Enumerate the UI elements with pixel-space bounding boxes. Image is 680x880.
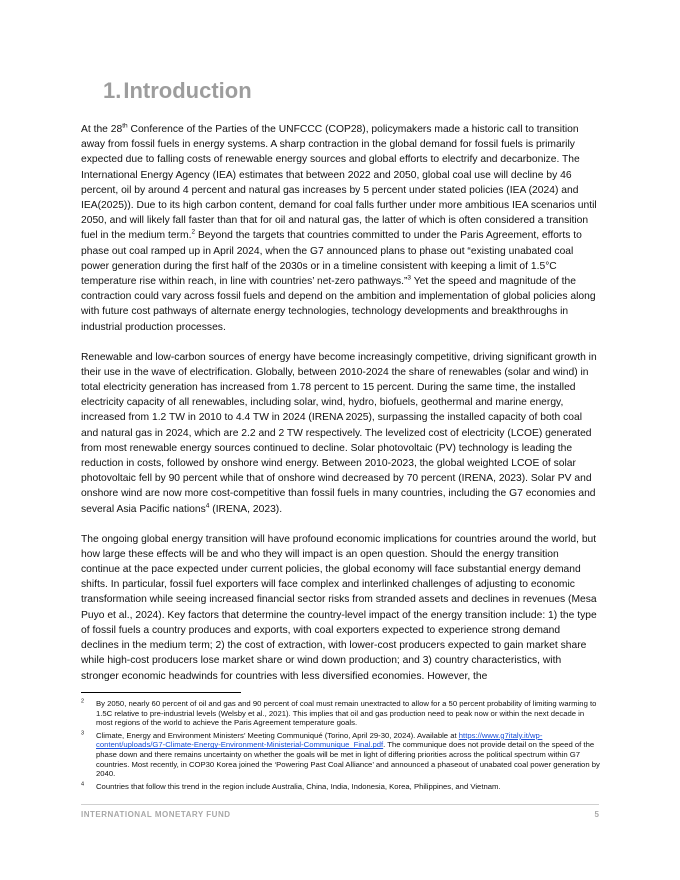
paragraph-1-text-d: Yet the speed and magnitude of the contraction could vary across fossil fuels and depend on the ambition and implementation of global policies along with future cost pathways of alternate energy technologies, technology developments and breakthroughs in industrial production processes. <box>81 276 596 333</box>
paragraph-2-text-a: Renewable and low-carbon sources of energy have become increasingly competitive, driving significant growth in their use in the wave of electrification. Globally, between 2010-2024 the share of renewables (solar and wind) in total electricity generation has increased from 1.78 percent to 15 percent. During the same time, the installed electricity capacity of all renewables, including solar, wind, hydro, biofuels, geothermal and marine energy, increased from 1.2 TW in 2010 to 4.4 TW in 2024 (IRENA 2025), surpassing the installed capacity of both coal and natural gas in 2024, which are 2.2 and 2 TW respectively. The levelized cost of electricity (LCOE) generated from most renewable energy sources continued to decline. Solar photovoltaic (PV) technology is leading the reduction in costs, followed by onshore wind energy. Between 2010-2023, the global weighted LCOE of solar photovoltaic fell by 90 percent while that of onshore wind decreased by 70 percent (IRENA, 2023). Solar PV and onshore wind are now more cost-competitive than fossil fuels in many countries, including the G7 economies and several Asia Pacific nations <box>81 351 597 515</box>
footnote-ref-3[interactable]: 3 <box>407 274 412 282</box>
footnote-text: By 2050, nearly 60 percent of oil and gas and 90 percent of coal must remain unextracted to allow for a 50 percent probability of limiting warming to 1.5C relative to pre-industrial levels (Welsby et al., 2021). This implies that oil and gas production need to peak now or within the next decade in most regions of the world to achieve the Paris Agreement temperature goals. <box>96 699 597 728</box>
paragraph-3 <box>81 532 599 684</box>
paragraph-1 <box>81 122 599 335</box>
footnote-mark <box>81 699 96 709</box>
footnote-mark <box>81 782 96 792</box>
footnote-text-cont: . The communique does not provide detail on the speed of the phase down and there remains uncertainty on whether the goals will be met in light of differing priorities across the political spectrum within G7 countries. Most recently, in COP30 Korea joined the ‘Powering Past Coal Alliance’ and announced a phaseout of unabated coal power generation by 2040. <box>96 740 600 779</box>
footnote-text: Climate, Energy and Environment Ministers’ Meeting Communiqué (Torino, April 29-30, 2024). Available at <box>96 730 459 740</box>
paragraph-1-text-b: Conference of the Parties of the UNFCCC (COP28), policymakers made a historic call to transition away from fossil fuels in energy systems. A sharp contraction in the global demand for fossil fuels is primarily expected due to falling costs of renewable energy sources and global efforts to electrify and decarbonize. The International Energy Agency (IEA) estimates that between 2022 and 2050, global coal use will decline by 46 percent, oil by around 4 percent and natural gas increases by 5 percent under stated policies (IEA (2024) and IEA(2025)). Due to its high carbon content, demand for coal falls further under more ambitious IEA scenarios until 2050, and will likely fall faster than that for oil and natural gas, the latter of which is often considered a transition fuel in the medium term. <box>81 124 597 242</box>
footnote-text: Countries that follow this trend in the region include Australia, China, India, Indonesia, Korea, Philippines, and Vietnam. <box>96 781 501 791</box>
footnote-number: 2 <box>81 698 85 705</box>
footnote-number: 3 <box>81 730 85 737</box>
footnote-ref-4[interactable]: 4 <box>205 502 210 510</box>
paragraph-1-text-c: Beyond the targets that countries committed to under the Paris Agreement, efforts to phase out coal ramped up in April 2024, when the G7 announced plans to phase out “existing unabated coal power generation during the first half of the 2030s or in a timeline consistent with keeping a limit of 1.5°C temperature rise within reach, in line with countries’ net-zero pathways.” <box>81 230 582 288</box>
paragraph-1-text-a: At the 28 <box>81 124 123 135</box>
footnote-ref-2[interactable]: 2 <box>191 229 196 236</box>
ordinal-superscript: th <box>122 122 128 130</box>
footnote-2 <box>81 699 601 728</box>
paragraph-2 <box>81 350 599 517</box>
footnote-separator <box>81 692 241 693</box>
footnote-4 <box>81 782 601 792</box>
communique-link[interactable]: https://www.g7italy.it/wp-content/uploads/G7-Climate-Energy-Environment-Ministerial-Communique_Final.pdf <box>96 730 543 750</box>
paragraph-3-text: The ongoing global energy transition will have profound economic implications for countries around the world, but how large these effects will be and who they will impact is an open question. Should the energy transition continue at the pace expected under current policies, the global economy will face substantial energy demand shifts. In particular, fossil fuel exporters will face complex and interlinked challenges of adjusting to economic transformation while seeing increased financial sector risks from stranded assets and declines in revenues (Mesa Puyo et al., 2024). Key factors that determine the country-level impact of the energy transition include: 1) the type of fossil fuels a country produces and exports, with coal exporters expected to experience strong demand declines in the medium term; 2) the cost of extraction, with lower-cost producers expected to gain market share while high-cost producers lose market share or wind down production; and 3) country characteristics, with stronger economic headwinds for countries with less diversified economies. However, the <box>81 533 597 682</box>
paragraph-2-text-b: (IRENA, 2023). <box>209 503 283 515</box>
footer-organization: INTERNATIONAL MONETARY FUND <box>81 810 231 819</box>
footer-separator <box>81 804 599 805</box>
section-title: Introduction <box>123 78 252 103</box>
footnote-mark <box>81 731 96 741</box>
section-heading <box>103 78 252 104</box>
footnotes <box>81 699 601 794</box>
section-number: 1. <box>103 78 122 103</box>
page-number: 5 <box>594 810 599 819</box>
footnote-3 <box>81 731 601 779</box>
body-text <box>81 122 599 699</box>
footnote-number: 4 <box>81 781 85 788</box>
